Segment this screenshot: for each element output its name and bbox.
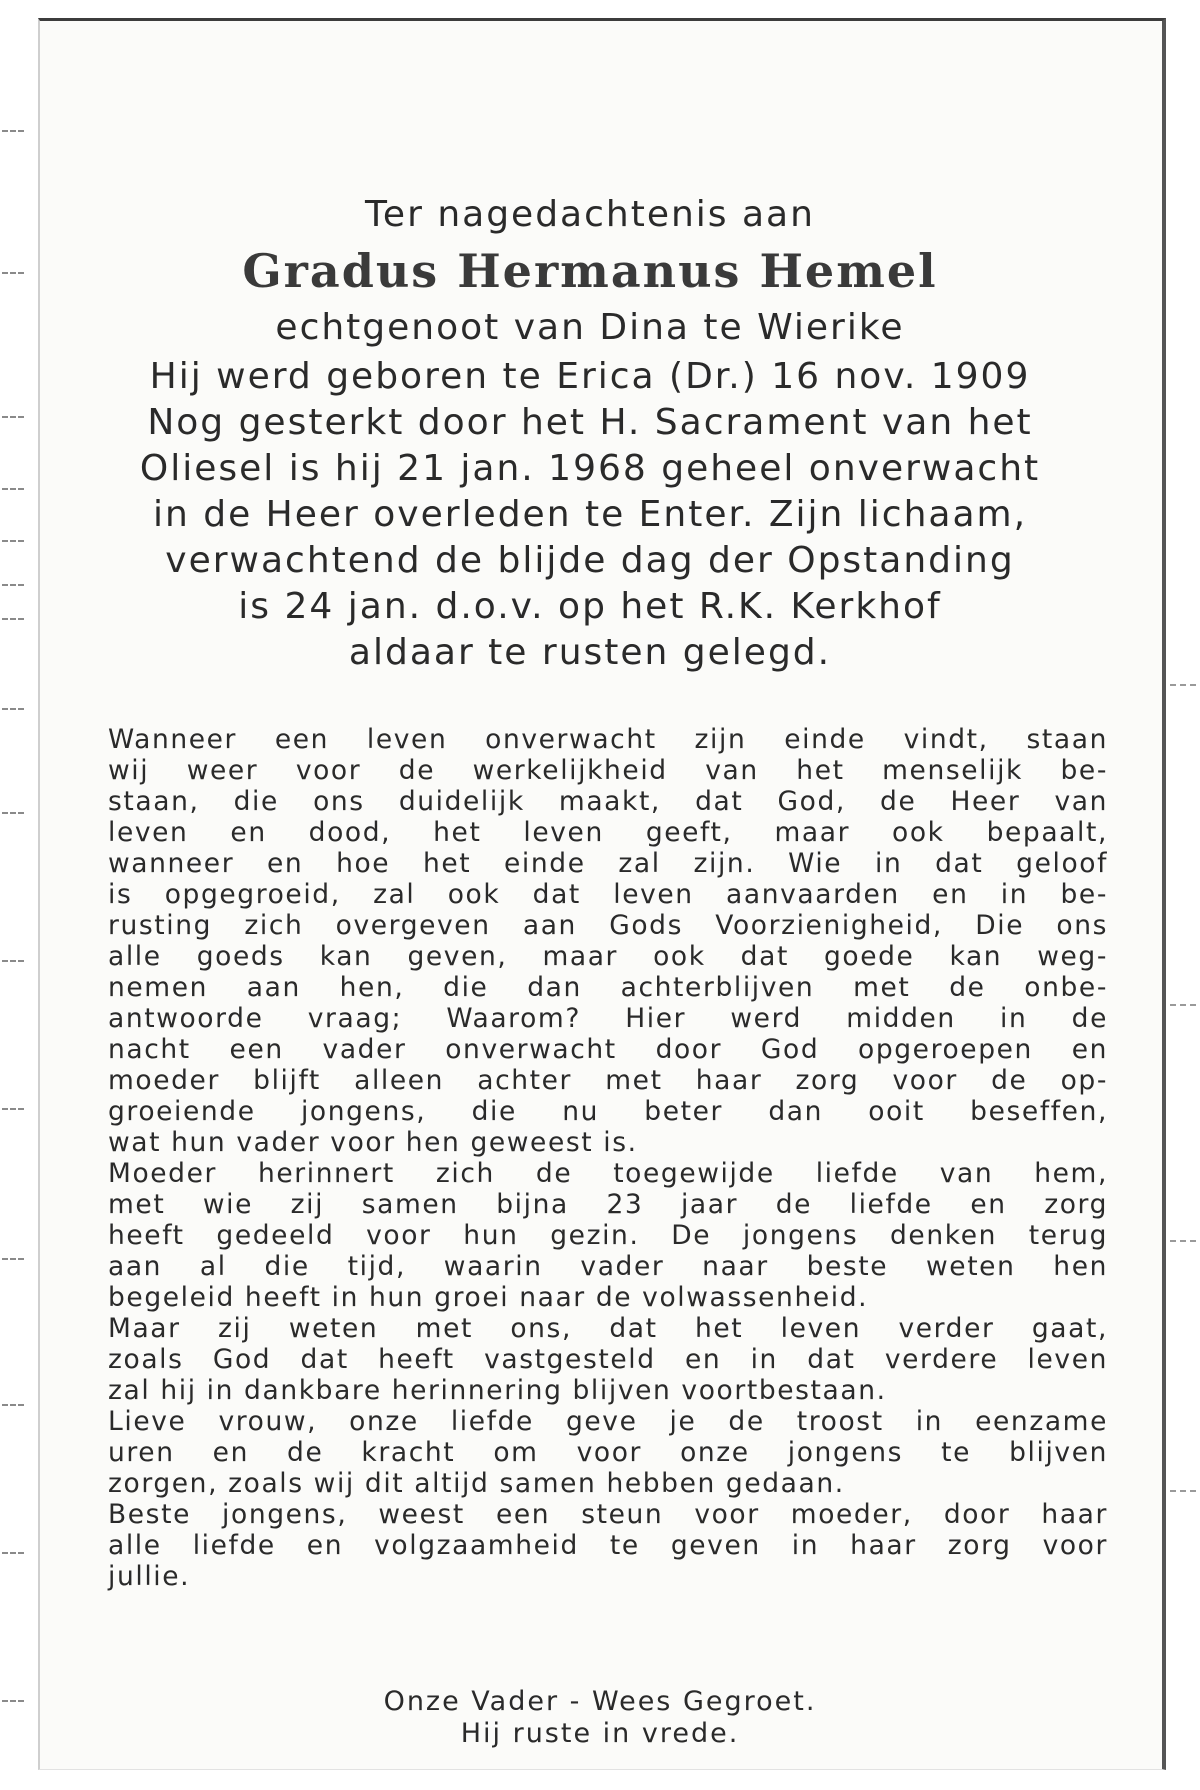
text-line: antwoorde vraag; Waarom? Hier werd midden in de: [108, 1003, 1108, 1034]
biography-line: Hij werd geboren te Erica (Dr.) 16 nov. 1909: [149, 356, 1031, 397]
memorial-text: [108, 724, 1108, 1592]
scan-mark: [1170, 1490, 1196, 1492]
scan-mark: [2, 1108, 24, 1110]
text-line: moeder blijft alleen achter met haar zorg voor de op-: [108, 1065, 1108, 1096]
scan-mark: [2, 1404, 24, 1406]
scan-mark: [1170, 1004, 1196, 1006]
biography-line: Oliesel is hij 21 jan. 1968 geheel onverwacht: [139, 448, 1041, 489]
scan-mark: [2, 584, 24, 586]
biography-line: verwachtend de blijde dag der Opstanding: [165, 540, 1015, 581]
scan-mark: [2, 1700, 24, 1702]
text-line: uren en de kracht om voor onze jongens te blijven: [108, 1437, 1108, 1468]
text-line: alle goeds kan geven, maar ook dat goede kan weg-: [108, 941, 1108, 972]
text-line: leven en dood, het leven geeft, maar ook bepaalt,: [108, 817, 1108, 848]
scan-mark: [2, 130, 24, 132]
text-line: rusting zich overgeven aan Gods Voorzienigheid, Die ons: [108, 910, 1108, 941]
scan-mark: [2, 812, 24, 814]
scan-mark: [2, 272, 24, 274]
closing-prayer: [100, 1686, 1100, 1750]
biography-line: is 24 jan. d.o.v. op het R.K. Kerkhof: [238, 586, 942, 627]
card-header: [90, 190, 1090, 676]
scan-mark: [2, 1258, 24, 1260]
text-line: Maar zij weten met ons, dat het leven verder gaat,: [108, 1313, 1108, 1344]
deceased-name: Gradus Hermanus Hemel: [242, 244, 938, 298]
spouse-line: echtgenoot van Dina te Wierike: [275, 307, 905, 348]
scan-mark: [2, 618, 24, 620]
scan-mark: [2, 960, 24, 962]
text-line: zal hij in dankbare herinnering blijven voortbestaan.: [108, 1375, 887, 1406]
text-line: groeiende jongens, die nu beter dan ooit beseffen,: [108, 1096, 1108, 1127]
scan-mark: [2, 488, 24, 490]
text-line: zorgen, zoals wij dit altijd samen hebben gedaan.: [108, 1468, 845, 1499]
text-line: Beste jongens, weest een steun voor moeder, door haar: [108, 1499, 1108, 1530]
scan-mark: [1170, 684, 1196, 686]
text-line: staan, die ons duidelijk maakt, dat God, de Heer van: [108, 786, 1108, 817]
scan-mark: [2, 540, 24, 542]
biography-line: Nog gesterkt door het H. Sacrament van het: [147, 402, 1033, 443]
biography-line: aldaar te rusten gelegd.: [348, 632, 832, 673]
text-line: is opgegroeid, zal ook dat leven aanvaarden en in be-: [108, 879, 1108, 910]
text-line: Lieve vrouw, onze liefde geve je de troost in eenzame: [108, 1406, 1108, 1437]
text-line: jullie.: [108, 1561, 191, 1592]
text-line: nemen aan hen, die dan achterblijven met de onbe-: [108, 972, 1108, 1003]
text-line: aan al die tijd, waarin vader naar beste weten hen: [108, 1251, 1108, 1282]
rest-in-peace-line: Hij ruste in vrede.: [460, 1718, 740, 1749]
text-line: alle liefde en volgzaamheid te geven in haar zorg voor: [108, 1530, 1108, 1561]
text-line: begeleid heeft in hun groei naar de volwassenheid.: [108, 1282, 869, 1313]
dedication-line: Ter nagedachtenis aan: [365, 194, 815, 235]
text-line: wij weer voor de werkelijkheid van het menselijk be-: [108, 755, 1108, 786]
scan-mark: [2, 416, 24, 418]
biography-line: in de Heer overleden te Enter. Zijn lichaam,: [152, 494, 1028, 535]
text-line: zoals God dat heeft vastgesteld en in dat verdere leven: [108, 1344, 1108, 1375]
scan-mark: [1170, 1240, 1196, 1242]
text-line: heeft gedeeld voor hun gezin. De jongens denken terug: [108, 1220, 1108, 1251]
text-line: wat hun vader voor hen geweest is.: [108, 1127, 638, 1158]
scan-mark: [2, 708, 24, 710]
text-line: nacht een vader onverwacht door God opgeroepen en: [108, 1034, 1108, 1065]
left-margin-scan-marks: [0, 0, 30, 1790]
scan-mark: [2, 1552, 24, 1554]
text-line: wanneer en hoe het einde zal zijn. Wie in dat geloof: [108, 848, 1108, 879]
text-line: met wie zij samen bijna 23 jaar de liefde en zorg: [108, 1189, 1108, 1220]
text-line: Wanneer een leven onverwacht zijn einde vindt, staan: [108, 724, 1108, 755]
text-line: Moeder herinnert zich de toegewijde liefde van hem,: [108, 1158, 1108, 1189]
prayers-line: Onze Vader - Wees Gegroet.: [383, 1686, 817, 1717]
